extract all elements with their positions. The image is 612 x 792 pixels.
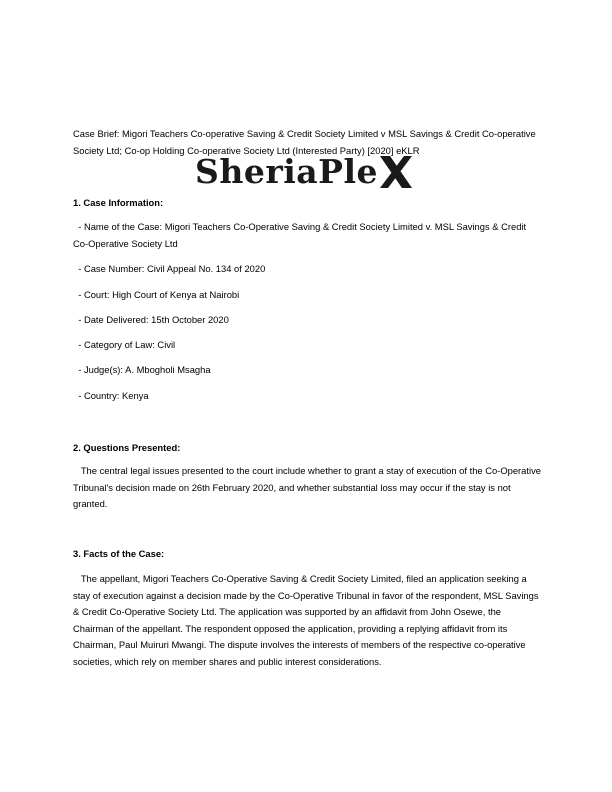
case-country: - Country: Kenya xyxy=(73,390,149,401)
case-judges: - Judge(s): A. Mbogholi Msagha xyxy=(73,364,211,375)
logo-x-mark xyxy=(378,154,414,190)
case-number: - Case Number: Civil Appeal No. 134 of 2020 xyxy=(73,263,266,274)
case-information-heading: 1. Case Information: xyxy=(73,197,164,208)
logo-wordmark: SheriaPle xyxy=(195,152,378,191)
facts-heading: 3. Facts of the Case: xyxy=(73,548,165,559)
questions-heading: 2. Questions Presented: xyxy=(73,442,181,453)
case-name: - Name of the Case: Migori Teachers Co-Operative Saving & Credit Society Limited v. MSL Savings & Credit Co-Operative Society Ltd xyxy=(73,221,529,249)
questions-body: The central legal issues presented to the court include whether to grant a stay of execution of the Co-Operative Tribunal's decision made on 26th February 2020, and whether substantial loss may occur if the stay is not granted. xyxy=(73,465,544,510)
case-category: - Category of Law: Civil xyxy=(73,339,176,350)
case-brief-title: Case Brief: Migori Teachers Co-operative Saving & Credit Society Limited v MSL Savings & Credit Co-operative Society Ltd; Co-op Holding Co-operative Society Ltd (Interested Party) [2020] eKLR xyxy=(73,128,539,156)
case-court: - Court: High Court of Kenya at Nairobi xyxy=(73,289,240,300)
facts-body: The appellant, Migori Teachers Co-Operative Saving & Credit Society Limited, filed an application seeking a stay of execution against a decision made by the Co-Operative Tribunal in favor of the respondent, MSL Savings & Credit Co-Operative Society Ltd. The application was supported by an affidavit from John Osewe, the Chairman of the appellant. The respondent opposed the application, providing a replying affidavit from its Chairman, Paul Muiruri Mwangi. The dispute involves the interests of members of the respective co-operative societies, which rely on member shares and public interest considerations. xyxy=(73,573,542,667)
case-date: - Date Delivered: 15th October 2020 xyxy=(73,314,229,325)
